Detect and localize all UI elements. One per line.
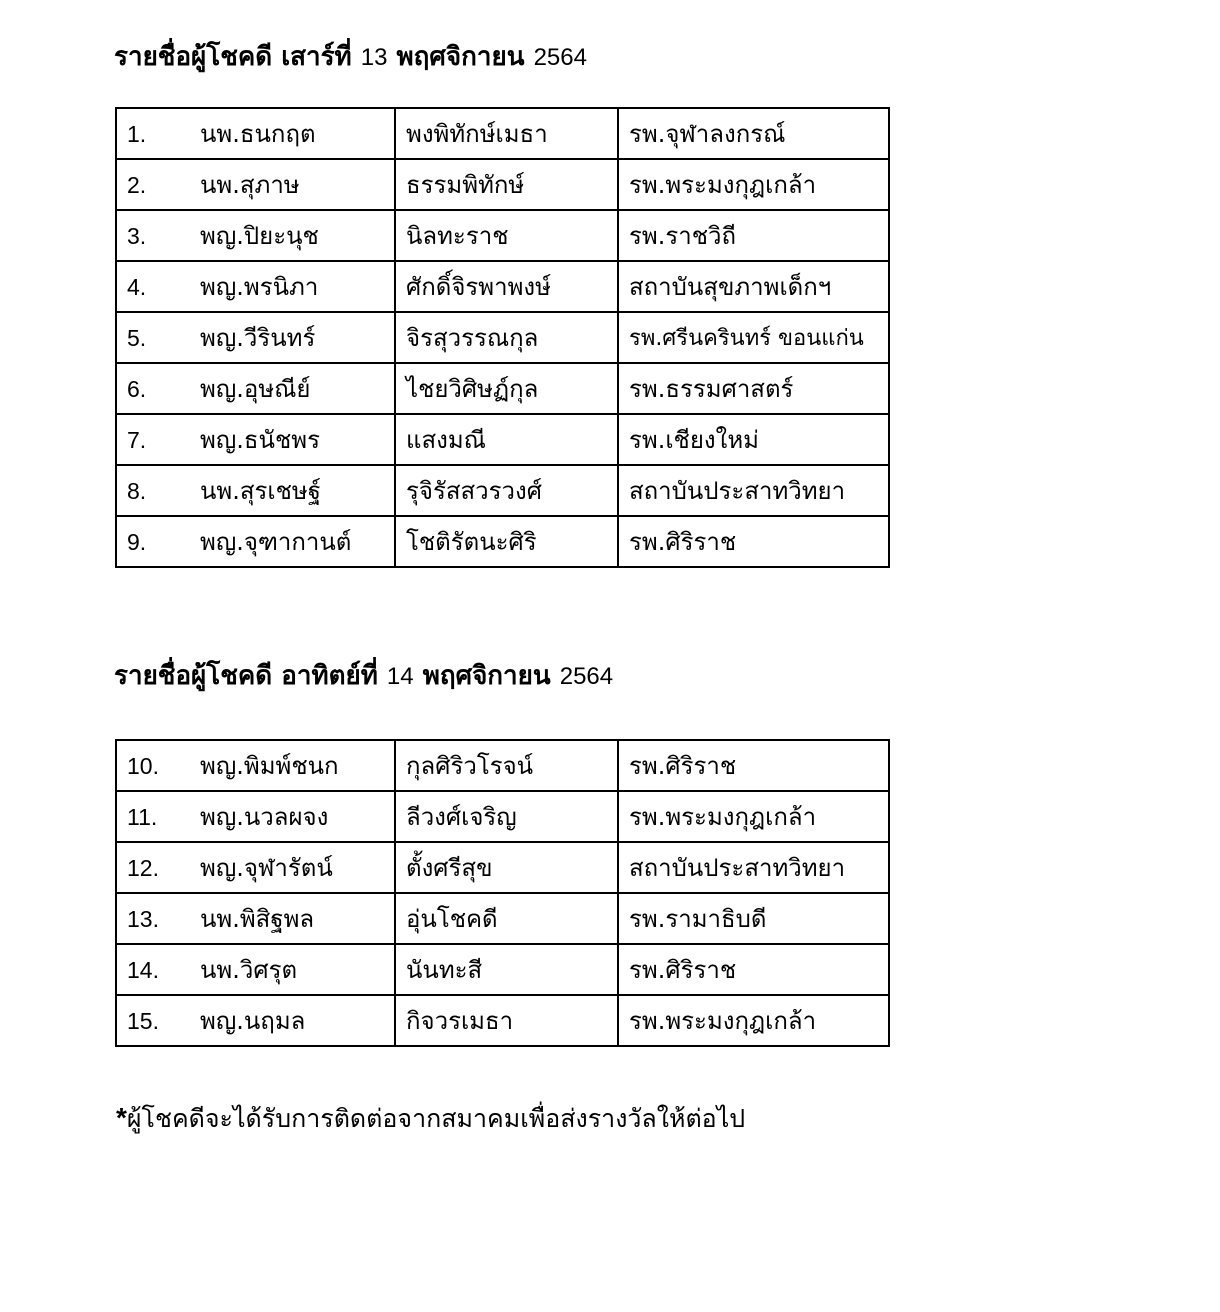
- table-row: [116, 516, 889, 567]
- hospital: รพ.เชียงใหม่: [618, 414, 889, 465]
- table-row: [116, 791, 889, 842]
- hospital: รพ.ศิริราช: [618, 740, 889, 791]
- hospital: รพ.ศิริราช: [618, 516, 889, 567]
- last-name: จิรสุวรรณกุล: [395, 312, 618, 363]
- name-cell: [116, 842, 395, 893]
- last-name: อุ่นโชคดี: [395, 893, 618, 944]
- first-name: พญ.อุษณีย์: [200, 375, 311, 403]
- hospital: รพ.รามาธิบดี: [618, 893, 889, 944]
- first-name: พญ.ธนัชพร: [200, 426, 320, 454]
- table-row: [116, 842, 889, 893]
- first-name: พญ.นฤมล: [200, 1007, 306, 1035]
- row-number: 5.: [127, 325, 147, 351]
- section-title-sunday: [114, 659, 613, 694]
- name-cell: [116, 465, 395, 516]
- table-row: [116, 944, 889, 995]
- name-cell: [116, 516, 395, 567]
- last-name: พงพิทักษ์เมธา: [395, 108, 618, 159]
- last-name: แสงมณี: [395, 414, 618, 465]
- footnote-text: ผู้โชคดีจะได้รับการติดต่อจากสมาคมเพื่อส่งรางวัลให้ต่อไป: [126, 1104, 746, 1133]
- table-row: [116, 363, 889, 414]
- name-cell: [116, 159, 395, 210]
- last-name: นันทะสี: [395, 944, 618, 995]
- title-day: 13: [360, 44, 388, 71]
- last-name: ลีวงศ์เจริญ: [395, 791, 618, 842]
- name-cell: [116, 312, 395, 363]
- row-number: 13.: [127, 906, 159, 932]
- first-name: พญ.พรนิภา: [200, 273, 319, 301]
- winners-table-saturday: [115, 107, 890, 568]
- last-name: รุจิรัสสวรวงศ์: [395, 465, 618, 516]
- first-name: นพ.ธนกฤต: [200, 120, 316, 148]
- hospital: สถาบันประสาทวิทยา: [618, 842, 889, 893]
- first-name: พญ.วีรินทร์: [200, 324, 316, 352]
- title-month: พฤศจิกายน: [422, 661, 551, 691]
- title-month: พฤศจิกายน: [396, 42, 525, 72]
- first-name: พญ.พิมพ์ชนก: [200, 752, 339, 780]
- row-number: 9.: [127, 529, 147, 555]
- footnote: [116, 1100, 745, 1137]
- table-row: [116, 465, 889, 516]
- table-row: [116, 210, 889, 261]
- last-name: กุลศิริวโรจน์: [395, 740, 618, 791]
- row-number: 8.: [127, 478, 147, 504]
- first-name: นพ.พิสิฐพล: [200, 905, 315, 933]
- name-cell: [116, 108, 395, 159]
- last-name: โชติรัตนะศิริ: [395, 516, 618, 567]
- section-title-saturday: [114, 40, 587, 75]
- hospital: สถาบันสุขภาพเด็กฯ: [618, 261, 889, 312]
- row-number: 3.: [127, 223, 147, 249]
- table-row: [116, 312, 889, 363]
- first-name: นพ.วิศรุต: [200, 956, 298, 984]
- row-number: 7.: [127, 427, 147, 453]
- last-name: ตั้งศรีสุข: [395, 842, 618, 893]
- first-name: พญ.นวลผจง: [200, 803, 329, 831]
- name-cell: [116, 740, 395, 791]
- first-name: นพ.สุรเชษฐ์: [200, 477, 321, 505]
- title-year: 2564: [559, 663, 614, 690]
- last-name: นิลทะราช: [395, 210, 618, 261]
- table-row: [116, 740, 889, 791]
- row-number: 2.: [127, 172, 147, 198]
- row-number: 4.: [127, 274, 147, 300]
- row-number: 12.: [127, 855, 159, 881]
- hospital: สถาบันประสาทวิทยา: [618, 465, 889, 516]
- row-number: 6.: [127, 376, 147, 402]
- name-cell: [116, 363, 395, 414]
- row-number: 14.: [127, 957, 159, 983]
- table-row: [116, 893, 889, 944]
- hospital: รพ.ธรรมศาสตร์: [618, 363, 889, 414]
- name-cell: [116, 210, 395, 261]
- table-row: [116, 995, 889, 1046]
- first-name: นพ.สุภาษ: [200, 171, 300, 199]
- hospital: รพ.พระมงกุฎเกล้า: [618, 791, 889, 842]
- hospital: รพ.ศิริราช: [618, 944, 889, 995]
- footnote-star: *: [116, 1102, 127, 1133]
- last-name: ธรรมพิทักษ์: [395, 159, 618, 210]
- name-cell: [116, 995, 395, 1046]
- row-number: 11.: [127, 804, 158, 830]
- table-row: [116, 261, 889, 312]
- hospital: รพ.พระมงกุฎเกล้า: [618, 159, 889, 210]
- title-text: รายชื่อผู้โชคดี เสาร์ที่: [114, 42, 352, 72]
- hospital: รพ.พระมงกุฎเกล้า: [618, 995, 889, 1046]
- name-cell: [116, 944, 395, 995]
- title-day: 14: [386, 663, 414, 690]
- last-name: กิจวรเมธา: [395, 995, 618, 1046]
- last-name: ไชยวิศิษฏ์กุล: [395, 363, 618, 414]
- first-name: พญ.จุฑากานต์: [200, 528, 352, 556]
- last-name: ศักดิ์จิรพาพงษ์: [395, 261, 618, 312]
- row-number: 10.: [127, 753, 159, 779]
- table-row: [116, 159, 889, 210]
- name-cell: [116, 893, 395, 944]
- first-name: พญ.ปิยะนุช: [200, 222, 319, 250]
- name-cell: [116, 261, 395, 312]
- title-year: 2564: [533, 44, 587, 71]
- name-cell: [116, 791, 395, 842]
- row-number: 1.: [127, 121, 147, 147]
- hospital: รพ.จุฬาลงกรณ์: [618, 108, 889, 159]
- row-number: 15.: [127, 1008, 159, 1034]
- table-row: [116, 108, 889, 159]
- table-row: [116, 414, 889, 465]
- first-name: พญ.จุฬารัตน์: [200, 854, 333, 882]
- name-cell: [116, 414, 395, 465]
- winners-table-sunday: [115, 739, 890, 1047]
- hospital: รพ.ราชวิถี: [618, 210, 889, 261]
- title-text: รายชื่อผู้โชคดี อาทิตย์ที่: [114, 661, 378, 691]
- hospital: รพ.ศรีนครินทร์ ขอนแก่น: [618, 312, 889, 363]
